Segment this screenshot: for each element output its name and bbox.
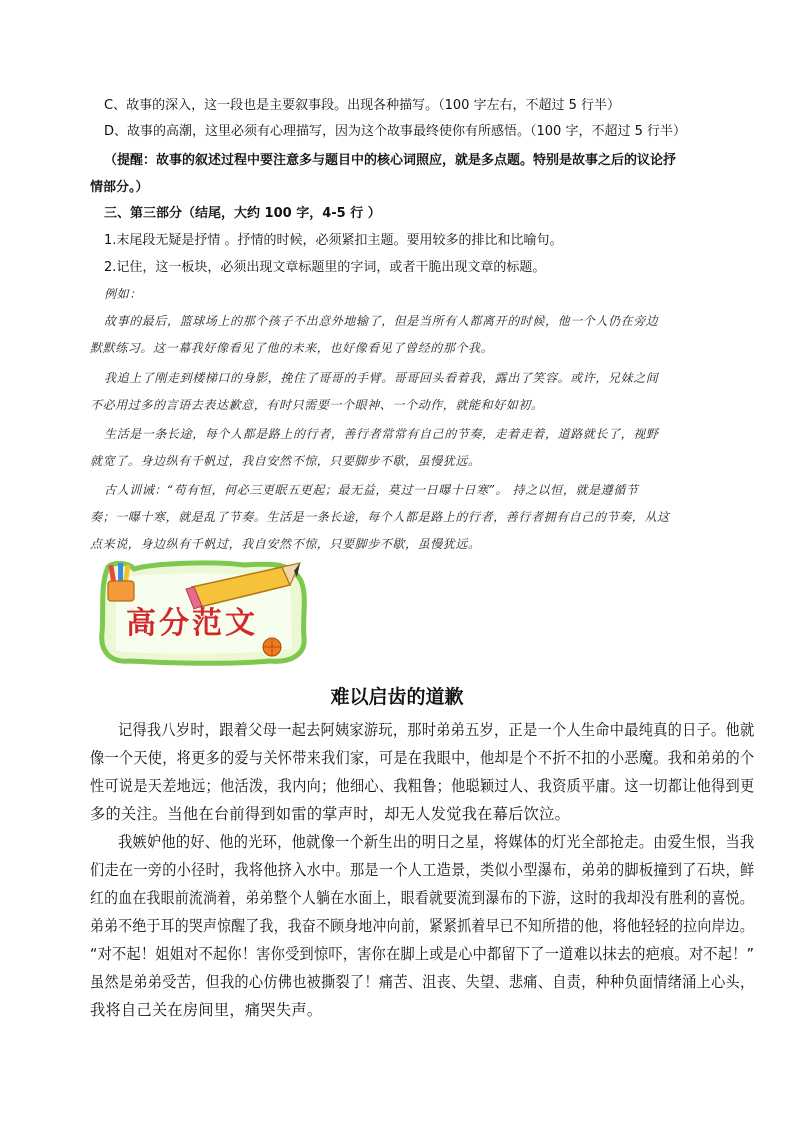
essay-line: 多的关注。当他在台前得到如雷的掌声时，却无人发觉我在幕后饮泣。	[90, 805, 571, 823]
example-line: 古人训诫：“苟有恒，何必三更眠五更起；最无益，莫过一日曝十日寒”。 持之以恒，就是遵循节	[104, 483, 639, 497]
essay-title: 难以启齿的道歉	[330, 686, 464, 708]
rule-1: 1.末尾段无疑是抒情 。抒情的时候，必须紧扣主题。要用较多的排比和比喻句。	[104, 233, 563, 248]
essay-line: 弟弟不绝于耳的哭声惊醒了我，我奋不顾身地冲向前，紧紧抓着早已不知所措的他，将他轻轻的拉向岸边。	[90, 917, 754, 935]
example-line: 我追上了刚走到楼梯口的身影，挽住了哥哥的手臂。哥哥回头看着我，露出了笑容。或许，兄妹之间	[104, 371, 659, 385]
outline-item-d: D、故事的高潮，这里必须有心理描写，因为这个故事最终使你有所感悟。（100 字，不超过 5 行半）	[104, 124, 686, 139]
outline-item-c: C、故事的深入，这一段也是主要叙事段。出现各种描写。（100 字左右，不超过 5 行半）	[104, 98, 621, 113]
essay-line: 虽然是弟弟受苦，但我的心仿佛也被撕裂了！痛苦、沮丧、失望、悲痛、自责，种种负面情绪涌上心头，	[90, 973, 755, 991]
essay-line: 们走在一旁的小径时，我将他挤入水中。那是一个人工造景，类似小型瀑布，弟弟的脚板撞到了石块，鲜	[90, 861, 755, 879]
essay-line: 我嫉妒他的好、他的光环，他就像一个新生出的明日之星，将媒体的灯光全部抢走。由爱生恨，当我	[118, 833, 755, 851]
essay-line: “对不起！姐姐对不起你！害你受到惊吓，害你在脚上或是心中都留下了一道难以抹去的疤痕。对不起！”	[90, 945, 755, 963]
essay-line: 记得我八岁时，跟着父母一起去阿姨家游玩，那时弟弟五岁，正是一个人生命中最纯真的日子。他就	[118, 721, 755, 739]
ball-icon	[263, 638, 281, 656]
essay-line: 红的血在我眼前流淌着，弟弟整个人躺在水面上，眼看就要流到瀑布的下游，这时的我却没有胜利的喜悦。	[90, 889, 754, 907]
example-line: 故事的最后，篮球场上的那个孩子不出意外地输了，但是当所有人都离开的时候，他一个人仍在旁边	[104, 314, 659, 328]
essay-line: 像一个天使，将更多的爱与关怀带来我们家，可是在我眼中，他却是个不折不扣的小恶魔。我和弟弟的个	[90, 749, 755, 767]
essay-line: 我将自己关在房间里，痛哭失声。	[90, 1001, 323, 1019]
part3-heading: 三、第三部分（结尾，大约 100 字，4-5 行 ）	[104, 206, 381, 221]
tip-line-2: 情部分。）	[90, 180, 149, 195]
example-label: 例如：	[104, 287, 142, 301]
example-line: 生活是一条长途，每个人都是路上的行者，善行者常常有自己的节奏，走着走着，道路就长了，视野	[104, 427, 659, 441]
tip-line-1: （提醒：故事的叙述过程中要注意多与题目中的核心词照应，就是多点题。特别是故事之后的议论抒	[104, 153, 677, 168]
example-line: 奏；一曝十寒，就是乱了节奏。生活是一条长途，每个人都是路上的行者，善行者拥有自己的节奏，从这	[90, 510, 670, 524]
model-essay-badge	[94, 555, 310, 667]
badge-text: 高分范文	[126, 606, 258, 641]
example-line: 点来说，身边纵有千帆过，我自安然不惊，只要脚步不歇，虽慢犹远。	[90, 537, 481, 551]
example-line: 默默练习。这一幕我好像看见了他的未来，也好像看见了曾经的那个我。	[90, 341, 494, 355]
example-line: 不必用过多的言语去表达歉意，有时只需要一个眼神、一个动作，就能和好如初。	[90, 398, 544, 412]
rule-2: 2.记住，这一板块，必须出现文章标题里的字词，或者干脆出现文章的标题。	[104, 260, 546, 275]
example-line: 就宽了。身边纵有千帆过，我自安然不惊，只要脚步不歇，虽慢犹远。	[90, 454, 481, 468]
essay-line: 性可说是天差地远；他活泼，我内向；他细心、我粗鲁；他聪颖过人、我资质平庸。这一切都让他得到更	[90, 777, 755, 795]
